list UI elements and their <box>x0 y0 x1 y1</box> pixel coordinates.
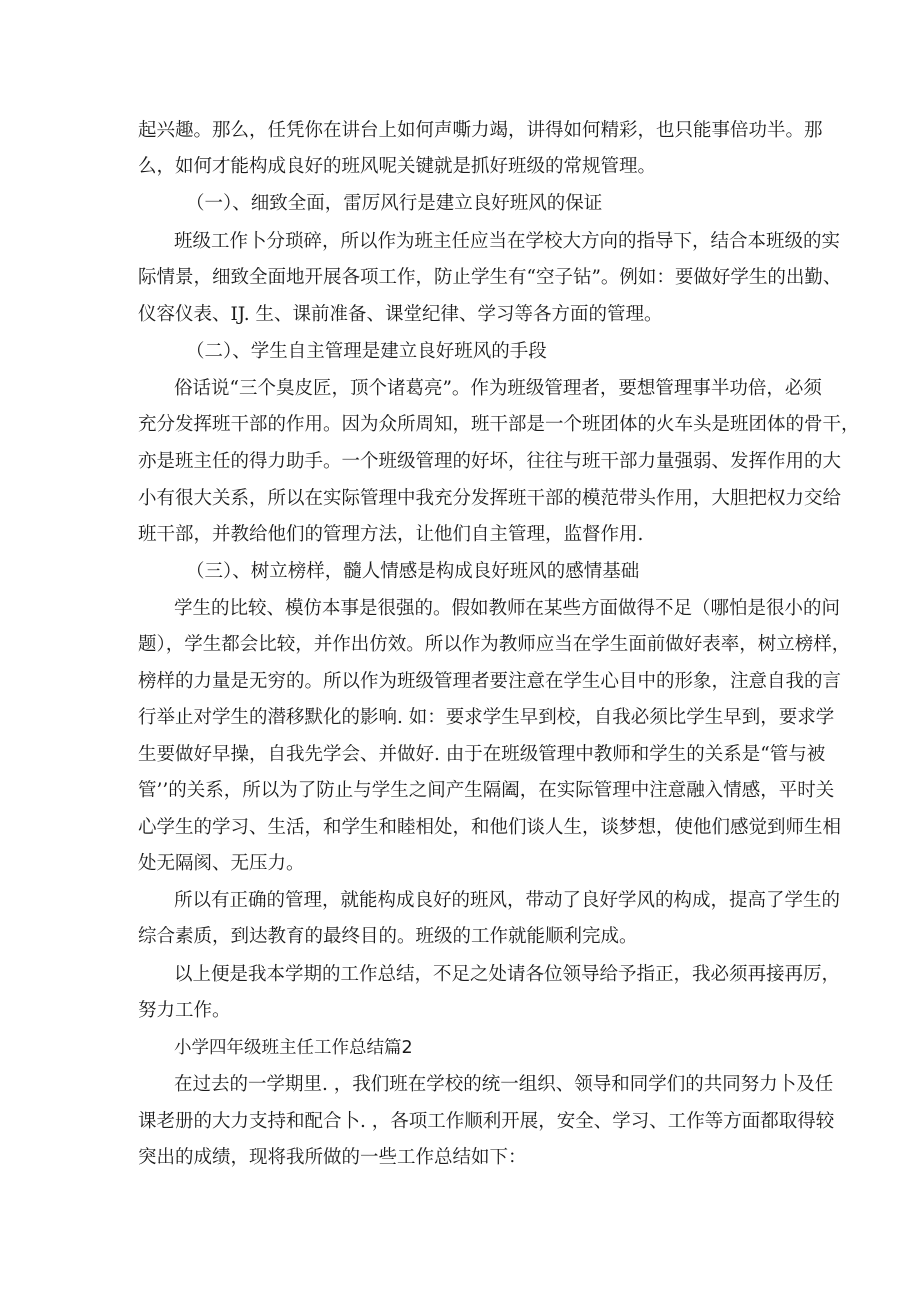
paragraph-line: 生要做好早操，自我先学会、并做好. 由于在班级管理中教师和学生的关系是“管与被 <box>138 744 826 765</box>
paragraph-line: 以上便是我本学期的工作总结，不足之处请各位领导给予指正，我必须再接再厉， <box>174 964 841 985</box>
paragraph-line: 突出的成绩，现将我所做的一些工作总结如下： <box>138 1147 527 1168</box>
paragraph-line: 班干部，并教给他们的管理方法，让他们自主管理，监督作用. <box>138 524 644 545</box>
paragraph-line: 综合素质，到达教育的最终目的。班级的工作就能顺利完成。 <box>138 926 638 947</box>
paragraph-line: 题），学生都会比较，并作出仿效。所以作为教师应当在学生面前做好表率，树立榜样， <box>138 634 851 655</box>
paragraph-line: 管’’的关系，所以为了防止与学生之间产生隔阖，在实际管理中注意融入情感，平时关 <box>138 780 835 801</box>
paragraph-line: 在过去的一学期里. ，我们班在学校的统一组织、领导和同学们的共同努力卜及任 <box>174 1074 834 1095</box>
paragraph-line: 行举止对学生的潜移默化的影响. 如：要求学生早到校，自我必须比学生早到，要求学 <box>138 707 835 728</box>
paragraph-line: 际情景，细致全面地开展各项工作，防止学生有“空子钻”。例如：要做好学生的出勤、 <box>138 267 842 288</box>
paragraph-line: 亦是班主任的得力助手。一个班级管理的好坏，往往与班干部力量强弱、发挥作用的大 <box>138 451 842 472</box>
section-heading-2: （二）、学生自主管理是建立良好班风的手段 <box>186 341 547 362</box>
section-heading-1: （一）、细致全面，雷厉风行是建立良好班风的保证 <box>186 193 603 214</box>
paragraph-line: 么，如何才能构成良好的班风呢关键就是抓好班级的常规管理。 <box>138 156 657 177</box>
paragraph-line: 俗话说“三个臭皮匠，顶个诸葛亮”。作为班级管理者，要想管理事半功倍，必须 <box>174 378 822 399</box>
paragraph-line: 处无隔阂、无压力。 <box>138 853 305 874</box>
paragraph-line: 心学生的学习、生活，和学生和睦相处，和他们谈人生，谈梦想，使他们感觉到师生相 <box>138 817 842 838</box>
paragraph-line: 努力工作。 <box>138 1000 231 1021</box>
paragraph-line: 榜样的力量是无穷的。所以作为班级管理者要注意在学生心目中的形象，注意自我的言 <box>138 671 842 692</box>
paragraph-line: 学生的比较、模仿本事是很强的。假如教师在某些方面做得不足（哪怕是很小的问 <box>174 598 841 619</box>
paragraph-line: 班级工作卜分琐碎，所以作为班主任应当在学校大方向的指导下，结合本班级的实 <box>174 231 841 252</box>
article-subtitle: 小学四年级班主任工作总结篇2 <box>174 1038 413 1058</box>
section-heading-3: （三）、树立榜样，髓人情感是构成良好班风的感情基础 <box>186 561 640 582</box>
paragraph-line: 所以有正确的管理，就能构成良好的班风，带动了良好学风的构成，提高了学生的 <box>174 890 841 911</box>
paragraph-line: 课老册的大力支持和配合卜. ，各项工作顺利开展，安全、学习、工作等方面都取得较 <box>138 1111 835 1132</box>
paragraph-line: 小有很大关系，所以在实际管理中我充分发挥班干部的模范带头作用，大胆把权力交给 <box>138 488 842 509</box>
paragraph-line: 充分发挥班干部的作用。因为众所周知，班干部是一个班团体的火车头是班团体的骨干， <box>138 414 860 435</box>
paragraph-line: 起兴趣。那么，任凭你在讲台上如何声嘶力竭，讲得如何精彩，也只能事倍功半。那 <box>138 120 823 141</box>
paragraph-line: 仪容仪表、IJ. 生、课前准备、课堂纪律、学习等各方面的管理。 <box>138 304 663 325</box>
